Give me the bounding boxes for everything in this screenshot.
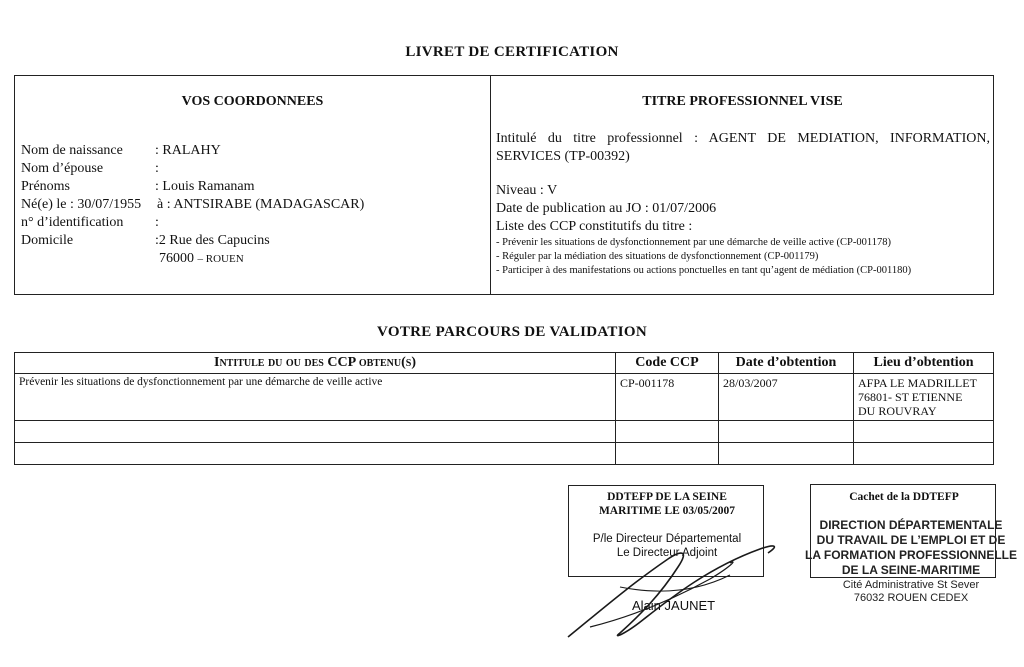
prenoms-value: : Louis Ramanam [155,179,255,194]
signature-office-line1: DDTEFP DE LA SEINE [607,491,727,503]
cell-code [616,443,719,465]
column-header-intitule: Intitule du ou des CCP obtenu(s) [15,353,616,374]
lieu-line: DU ROUVRAY [858,404,937,418]
nom-naissance-value: : RALAHY [155,143,221,158]
titre-header: TITRE PROFESSIONNEL VISE [642,94,843,109]
ne-label: Né(e) le : 30/07/1955 [21,197,142,212]
ccp-list-item: - Participer à des manifestations ou actions ponctuelles en tant qu’agent de médiation (CP-001180) [496,265,912,276]
cell-code: CP-001178 [616,374,719,421]
ccp-list-item: - Réguler par la médiation des situations de dysfonctionnement (CP-001179) [496,251,819,262]
official-stamp [800,518,1022,605]
domicile-label: Domicile [21,233,74,248]
validation-table [14,352,994,465]
stamp-line: DE LA SEINE-MARITIME [841,563,981,577]
prenoms-label: Prénoms [21,179,70,194]
titre-liste-label: Liste des CCP constitutifs du titre : [496,219,693,234]
domicile-line1: :2 Rue des Capucins [155,233,270,248]
ccp-list-item: - Prévenir les situations de dysfonctionnement par une démarche de veille active (CP-001178) [496,237,891,248]
lieu-line: 76801- ST ETIENNE [858,390,963,404]
domicile-city: – ROUEN [197,253,244,265]
identification-label: n° d’identification [21,215,124,230]
titre-niveau: Niveau : V [496,183,558,198]
cell-date: 28/03/2007 [719,374,854,421]
lieu-line: AFPA LE MADRILLET [858,376,977,390]
stamp-line: DIRECTION DÉPARTEMENTALE [819,518,1003,532]
cell-intitule: Prévenir les situations de dysfonctionnement par une démarche de veille active [15,374,616,421]
signature-office-line2: MARITIME LE 03/05/2007 [598,505,736,517]
signature-role-line2: Le Directeur Adjoint [616,547,718,559]
cell-date [719,421,854,443]
cell-code [616,421,719,443]
stamp-address-line2: 76032 ROUEN CEDEX [853,592,969,604]
cell-date [719,443,854,465]
coordinates-box [14,75,994,295]
signature-role-line1: P/le Directeur Départemental [592,533,742,545]
nom-naissance-label: Nom de naissance [21,143,123,158]
domicile-line2 [159,250,244,268]
nom-epouse-label: Nom d’épouse [21,161,104,176]
table-header-row [15,353,994,374]
cachet-header: Cachet de la DDTEFP [849,491,959,503]
coordonnees-header: VOS COORDONNEES [181,94,324,109]
parcours-header: VOTRE PARCOURS DE VALIDATION [377,324,647,340]
stamp-line: DU TRAVAIL DE L’EMPLOI ET DE [816,533,1006,547]
cell-lieu [854,421,994,443]
stamp-address-line1: Cité Administrative St Sever [842,579,980,591]
stamp-line: LA FORMATION PROFESSIONNELLE [805,548,1017,562]
column-header-lieu: Lieu d’obtention [854,353,994,374]
ne-value: à : ANTSIRABE (MADAGASCAR) [157,197,365,212]
signatory-name: Alain JAUNET [632,598,716,613]
column-header-date: Date d’obtention [719,353,854,374]
cell-intitule [15,443,616,465]
table-row [15,443,994,465]
document-title: LIVRET DE CERTIFICATION [405,44,619,60]
cell-lieu [854,443,994,465]
table-row [15,421,994,443]
signature-box [568,485,764,577]
cell-intitule [15,421,616,443]
domicile-postcode: 76000 [159,251,194,266]
identification-value: : [155,215,159,230]
titre-date-publication: Date de publication au JO : 01/07/2006 [496,201,717,216]
nom-epouse-value: : [155,161,159,176]
titre-intitule: Intitulé du titre professionnel : AGENT DE MEDIATION, INFORMATION, SERVICES (TP-00392) [496,131,990,164]
cell-lieu [854,374,994,421]
table-row [15,374,994,421]
column-header-code: Code CCP [616,353,719,374]
